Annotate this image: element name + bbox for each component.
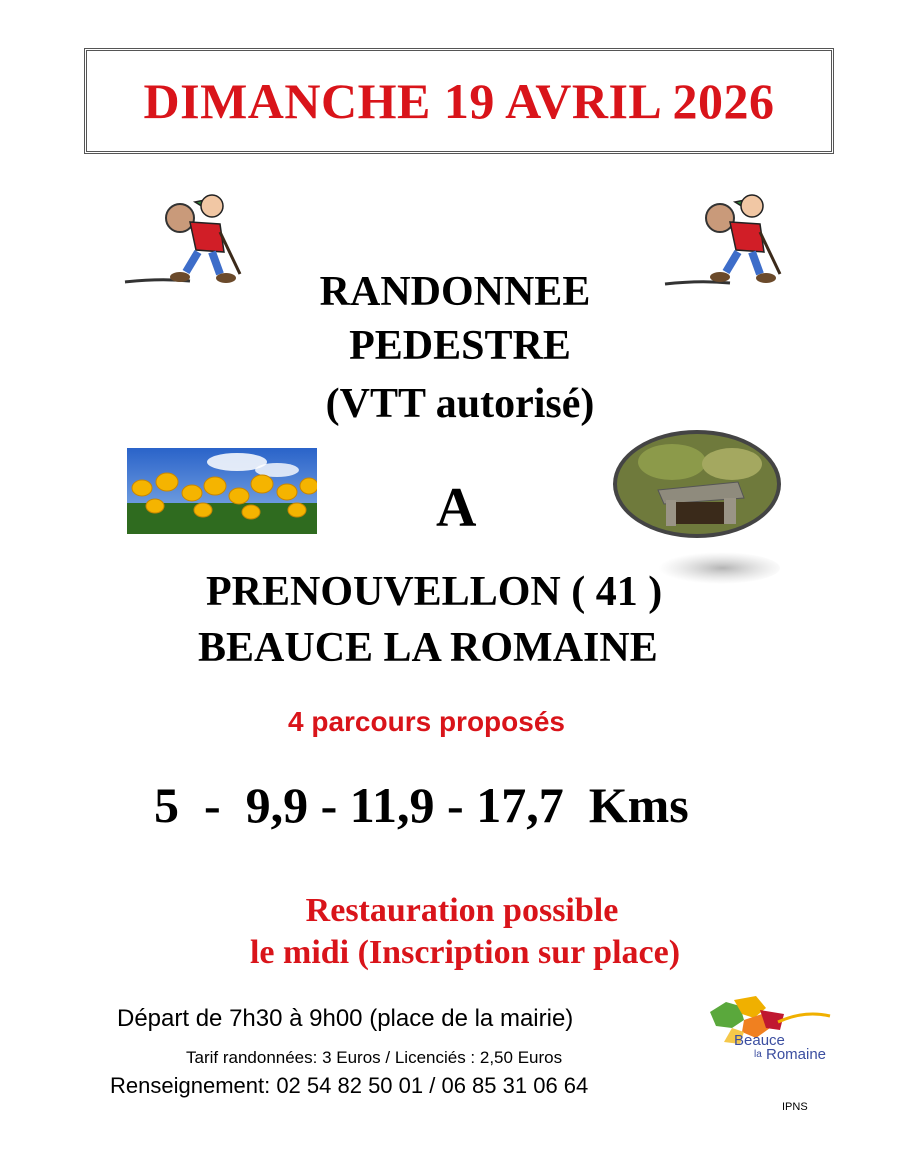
title-vtt: (VTT autorisé) xyxy=(325,381,595,427)
contact-info: Renseignement: 02 54 82 50 01 / 06 85 31 06 64 xyxy=(110,1073,589,1098)
logo-text-romaine: Romaine xyxy=(766,1046,827,1063)
tarif-info: Tarif randonnées: 3 Euros / Licenciés : 2,50 Euros xyxy=(186,1048,563,1067)
logo-text-la: la xyxy=(754,1049,762,1060)
restauration-line2: le midi (Inscription sur place) xyxy=(249,934,681,971)
hiker-icon xyxy=(120,182,250,292)
restauration-line1: Restauration possible xyxy=(305,892,619,929)
place-beauce: BEAUCE LA ROMAINE xyxy=(198,625,658,671)
beauce-la-romaine-logo xyxy=(704,992,836,1072)
date-header-box xyxy=(84,48,834,154)
logo-text-beauce: Beauce xyxy=(734,1032,785,1049)
depart-info: Départ de 7h30 à 9h00 (place de la mairie) xyxy=(117,1005,574,1032)
event-date: DIMANCHE 19 AVRIL 2026 xyxy=(143,73,775,129)
hiker-icon xyxy=(660,182,790,292)
place-prenouvellon: PRENOUVELLON ( 41 ) xyxy=(206,569,663,615)
connector-a: A xyxy=(436,477,477,539)
dolmen-photo xyxy=(612,428,788,590)
title-randonnee: RANDONNEE xyxy=(319,269,591,315)
routes-subtitle: 4 parcours proposés xyxy=(288,706,565,737)
tulips-photo xyxy=(127,448,317,534)
ipns-label: IPNS xyxy=(782,1101,808,1113)
title-pedestre: PEDESTRE xyxy=(349,323,571,369)
routes-distances: 5 - 9,9 - 11,9 - 17,7 Kms xyxy=(154,777,689,833)
